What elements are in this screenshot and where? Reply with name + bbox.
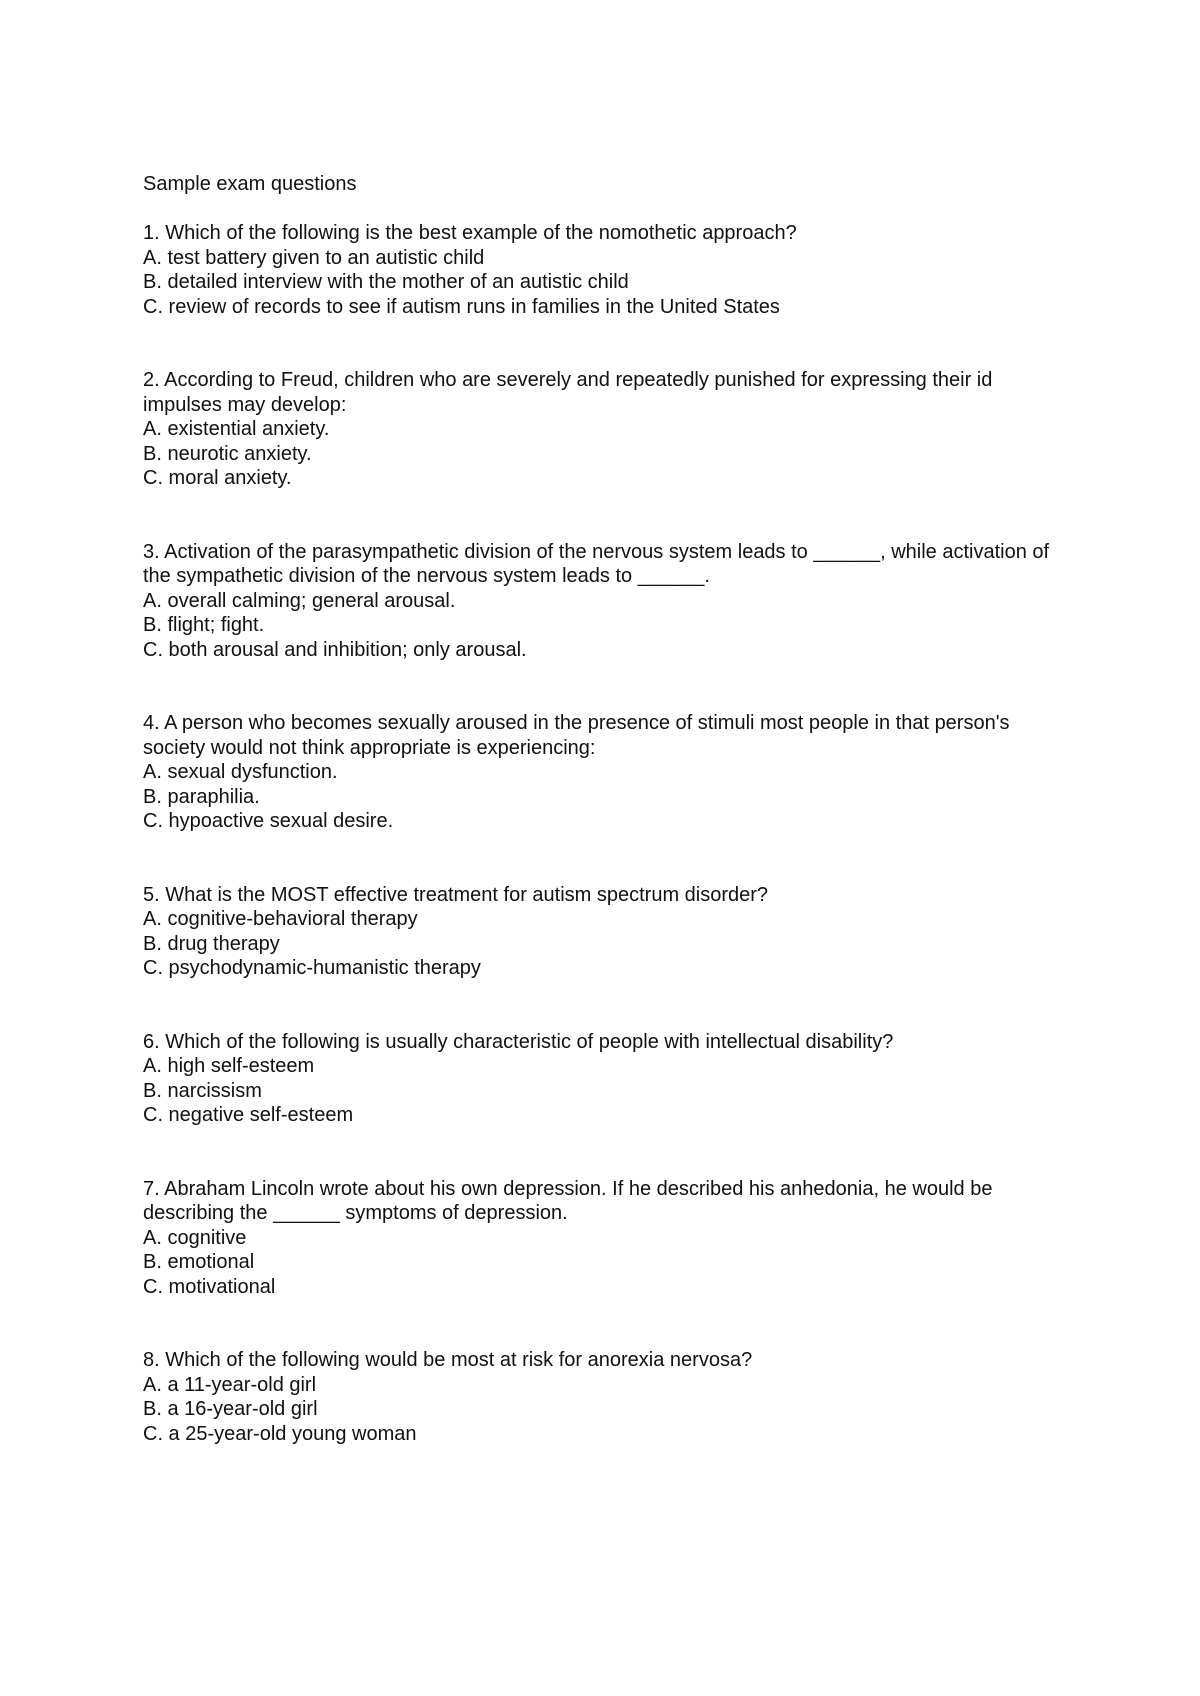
answer-option-c: C. psychodynamic-humanistic therapy (143, 957, 481, 979)
document-body (143, 172, 1063, 1446)
answer-option-a: A. cognitive-behavioral therapy (143, 908, 418, 930)
answer-option-a: A. overall calming; general arousal. (143, 589, 456, 612)
question-stem: 8. Which of the following would be most at risk for anorexia nervosa? (143, 1349, 753, 1371)
question-stem: 6. Which of the following is usually characteristic of people with intellectual disability? (143, 1030, 894, 1053)
question-5 (143, 883, 1063, 981)
answer-option-a: A. cognitive (143, 1226, 247, 1249)
document-title: Sample exam questions (143, 173, 357, 195)
question-2 (143, 368, 1063, 491)
question-4 (143, 711, 1063, 834)
answer-option-b: B. emotional (143, 1251, 255, 1273)
answer-option-b: B. neurotic anxiety. (143, 442, 312, 465)
question-stem: 1. Which of the following is the best example of the nomothetic approach? (143, 222, 797, 244)
question-3 (143, 540, 1063, 663)
answer-option-a: A. existential anxiety. (143, 418, 330, 440)
answer-option-a: A. high self-esteem (143, 1055, 315, 1077)
question-stem: 3. Activation of the parasympathetic division of the nervous system leads to ______, while activation of the sympathetic division of the nervous system leads to ______. (143, 540, 1050, 587)
answer-option-c: C. negative self-esteem (143, 1104, 354, 1126)
answer-option-c: C. motivational (143, 1275, 276, 1298)
question-stem: 4. A person who becomes sexually aroused in the presence of stimuli most people in that person's society would not think appropriate is experiencing: (143, 712, 1010, 759)
answer-option-b: B. a 16-year-old girl (143, 1398, 318, 1420)
answer-option-c: C. moral anxiety. (143, 467, 292, 489)
answer-option-b: B. flight; fight. (143, 614, 265, 636)
question-8 (143, 1348, 1063, 1446)
answer-option-a: A. a 11-year-old girl (143, 1373, 317, 1396)
answer-option-b: B. detailed interview with the mother of an autistic child (143, 271, 629, 293)
question-stem: 2. According to Freud, children who are severely and repeatedly punished for expressing their id impulses may develop: (143, 369, 993, 416)
question-1 (143, 221, 1063, 319)
answer-option-b: B. paraphilia. (143, 785, 260, 808)
answer-option-c: C. hypoactive sexual desire. (143, 810, 394, 832)
question-stem: 5. What is the MOST effective treatment for autism spectrum disorder? (143, 883, 769, 906)
answer-option-c: C. both arousal and inhibition; only arousal. (143, 638, 527, 661)
answer-option-a: A. test battery given to an autistic child (143, 246, 485, 269)
answer-option-a: A. sexual dysfunction. (143, 761, 338, 783)
question-stem: 7. Abraham Lincoln wrote about his own depression. If he described his anhedonia, he would be describing the ______ symptoms of depression. (143, 1177, 993, 1224)
answer-option-c: C. review of records to see if autism runs in families in the United States (143, 295, 780, 318)
question-6 (143, 1030, 1063, 1128)
answer-option-b: B. drug therapy (143, 932, 280, 955)
question-7 (143, 1177, 1063, 1300)
answer-option-c: C. a 25-year-old young woman (143, 1422, 417, 1445)
answer-option-b: B. narcissism (143, 1079, 262, 1102)
